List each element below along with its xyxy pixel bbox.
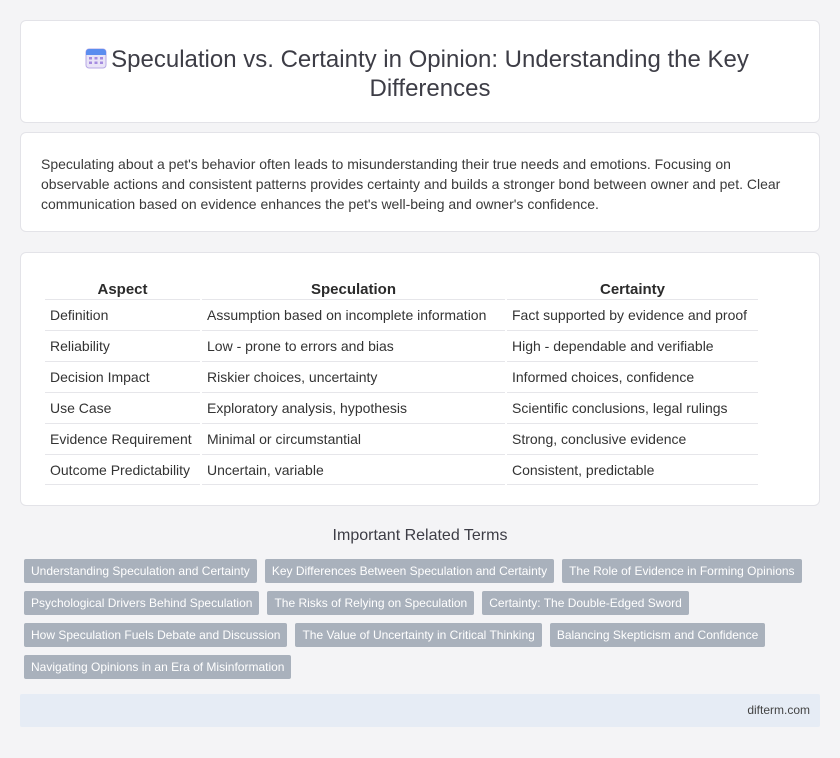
comparison-table bbox=[43, 275, 760, 485]
cell-certainty: Scientific conclusions, legal rulings bbox=[507, 392, 758, 423]
related-terms-list bbox=[24, 559, 814, 679]
footer-site-link[interactable]: difterm.com bbox=[747, 703, 810, 717]
related-term-link[interactable]: Navigating Opinions in an Era of Misinformation bbox=[24, 655, 291, 679]
related-terms-heading: Important Related Terms bbox=[332, 527, 508, 544]
related-term-link[interactable]: Certainty: The Double-Edged Sword bbox=[482, 591, 689, 615]
cell-aspect: Outcome Predictability bbox=[45, 454, 200, 485]
cell-certainty: Informed choices, confidence bbox=[507, 361, 758, 392]
cell-aspect: Use Case bbox=[45, 392, 200, 423]
footer bbox=[20, 694, 820, 727]
cell-speculation: Uncertain, variable bbox=[202, 454, 505, 485]
cell-certainty: Consistent, predictable bbox=[507, 454, 758, 485]
table-row bbox=[45, 392, 758, 423]
cell-speculation: Exploratory analysis, hypothesis bbox=[202, 392, 505, 423]
cell-certainty: Fact supported by evidence and proof bbox=[507, 299, 758, 330]
cell-speculation: Riskier choices, uncertainty bbox=[202, 361, 505, 392]
intro-paragraph: Speculating about a pet's behavior often leads to misunderstanding their true needs and emotions. Focusing on observable actions and consistent patterns provides certainty and builds a stronger bond between owner and pet. Clear communication based on evidence enhances the pet's well-being and owner's confidence. bbox=[41, 156, 781, 212]
table-row bbox=[45, 361, 758, 392]
related-term-link[interactable]: The Role of Evidence in Forming Opinions bbox=[562, 559, 801, 583]
related-term-link[interactable]: Balancing Skepticism and Confidence bbox=[550, 623, 765, 647]
related-term-link[interactable]: Psychological Drivers Behind Speculation bbox=[24, 591, 259, 615]
cell-aspect: Decision Impact bbox=[45, 361, 200, 392]
cell-speculation: Low - prone to errors and bias bbox=[202, 330, 505, 361]
related-term-link[interactable]: Understanding Speculation and Certainty bbox=[24, 559, 257, 583]
header-certainty: Certainty bbox=[599, 280, 666, 298]
intro-card bbox=[20, 132, 820, 232]
header-aspect: Aspect bbox=[97, 280, 148, 298]
comparison-table-card bbox=[20, 252, 820, 506]
related-term-link[interactable]: Key Differences Between Speculation and Certainty bbox=[265, 559, 554, 583]
cell-aspect: Reliability bbox=[45, 330, 200, 361]
related-term-link[interactable]: How Speculation Fuels Debate and Discussion bbox=[24, 623, 287, 647]
cell-speculation: Assumption based on incomplete information bbox=[202, 299, 505, 330]
cell-aspect: Evidence Requirement bbox=[45, 423, 200, 454]
title-card bbox=[20, 20, 820, 123]
table-row bbox=[45, 299, 758, 330]
related-term-link[interactable]: The Value of Uncertainty in Critical Thinking bbox=[295, 623, 541, 647]
table-row bbox=[45, 423, 758, 454]
page-title: Speculation vs. Certainty in Opinion: Understanding the Key Differences bbox=[111, 46, 749, 102]
table-header-row bbox=[45, 275, 758, 299]
table-row bbox=[45, 454, 758, 485]
table-row bbox=[45, 330, 758, 361]
cell-certainty: High - dependable and verifiable bbox=[507, 330, 758, 361]
header-speculation: Speculation bbox=[310, 280, 396, 298]
related-term-link[interactable]: The Risks of Relying on Speculation bbox=[267, 591, 474, 615]
cell-speculation: Minimal or circumstantial bbox=[202, 423, 505, 454]
cell-aspect: Definition bbox=[45, 299, 200, 330]
cell-certainty: Strong, conclusive evidence bbox=[507, 423, 758, 454]
